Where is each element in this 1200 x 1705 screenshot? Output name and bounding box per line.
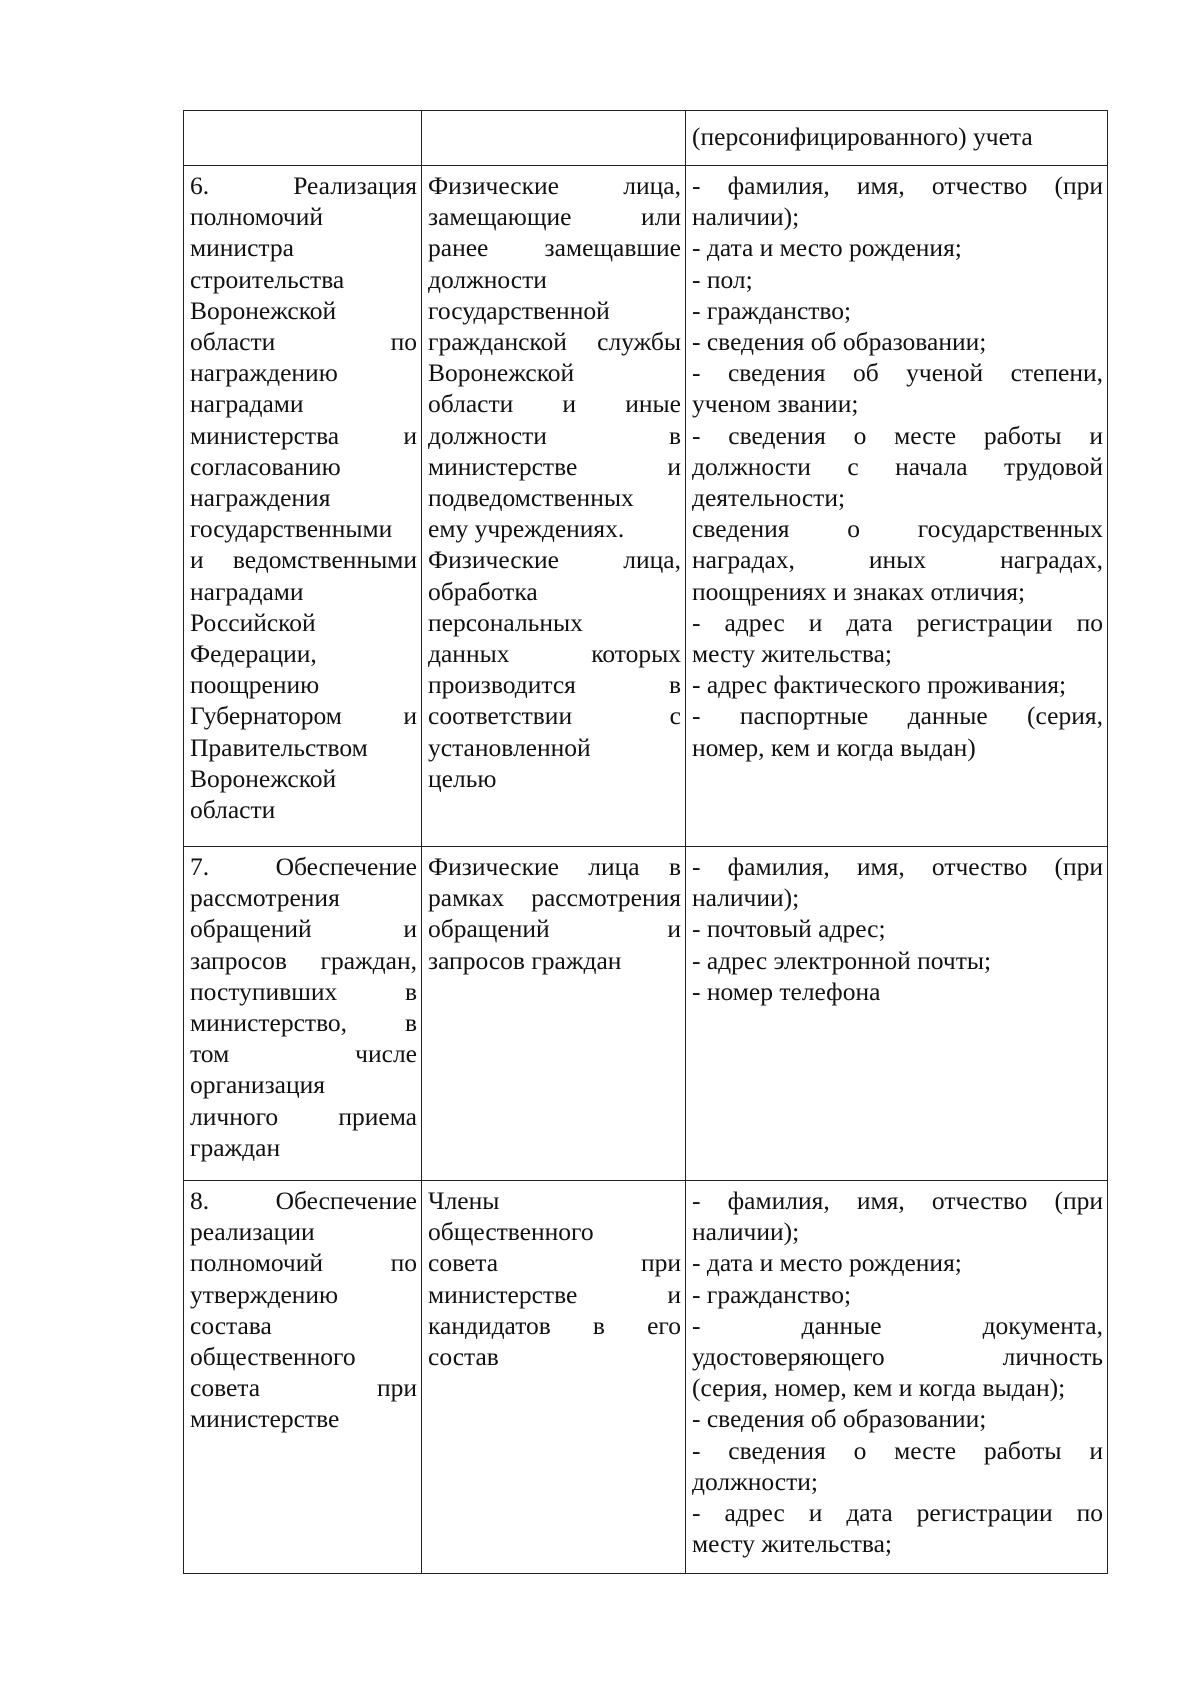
cell-line: 6. Реализация: [190, 171, 417, 200]
cell-data: [686, 847, 1108, 1181]
cell-line: замещающие или: [428, 202, 681, 232]
cell-subjects: [422, 1181, 686, 1574]
cell-line: награждения: [190, 483, 331, 513]
table-row: [184, 847, 1108, 1181]
cell-data: [686, 166, 1108, 847]
cell-line: полномочий по: [190, 1248, 417, 1278]
cell-line: - адрес фактического проживания;: [692, 670, 1067, 700]
cell-line: общественного: [428, 1217, 594, 1247]
cell-line: 7. Обеспечение: [190, 852, 417, 881]
cell-subjects: [422, 166, 686, 847]
cell-line: личного приема: [190, 1101, 417, 1131]
cell-line: месту жительства;: [692, 1529, 892, 1559]
cell-line: области по: [190, 327, 417, 357]
cell-line: том числе: [190, 1039, 417, 1069]
cell-line: согласованию: [190, 451, 341, 481]
cell-line: рассмотрения: [190, 883, 340, 913]
cell-line: запросов граждан,: [190, 945, 417, 975]
table-row: [184, 1181, 1108, 1574]
cell-subjects: [422, 111, 686, 166]
cell-line: - фамилия, имя, отчество (при: [692, 171, 1103, 200]
cell-line: поощрению: [190, 670, 320, 700]
cell-subjects: [422, 847, 686, 1181]
cell-line: состава: [190, 1310, 272, 1340]
cell-line: организация: [190, 1070, 325, 1100]
cell-line: - сведения о месте работы и: [692, 420, 1103, 450]
cell-line: номер, кем и когда выдан): [692, 732, 976, 762]
cell-line: - почтовый адрес;: [692, 914, 886, 944]
cell-line: - гражданство;: [692, 1279, 852, 1309]
cell-line: области и иные: [428, 389, 681, 419]
cell-line: наличии);: [692, 1217, 800, 1247]
cell-line: министерстве: [190, 1404, 340, 1434]
cell-line: Физические лица,: [428, 171, 681, 200]
cell-line: - адрес электронной почты;: [692, 945, 992, 975]
cell-line: граждан: [190, 1132, 281, 1162]
personal-data-table: [183, 110, 1108, 1574]
cell-line: обращений и: [428, 914, 681, 944]
cell-line: - гражданство;: [692, 295, 852, 325]
cell-line: должности: [428, 264, 547, 294]
cell-line: Российской: [190, 607, 316, 637]
cell-line: подведомственных: [428, 483, 634, 513]
cell-line: установленной: [428, 732, 591, 762]
cell-line: - адрес и дата регистрации по: [692, 607, 1103, 637]
cell-line: - сведения об ученой степени,: [692, 358, 1103, 388]
cell-line: производится в: [428, 670, 681, 700]
cell-line: реализации: [190, 1217, 315, 1247]
cell-line: Физические лица,: [428, 545, 681, 575]
cell-line: обращений и: [190, 914, 417, 944]
cell-line: деятельности;: [692, 483, 846, 513]
cell-line: - пол;: [692, 264, 753, 294]
cell-line: ему учреждениях.: [428, 514, 625, 544]
cell-line: поощрениях и знаках отличия;: [692, 576, 1026, 606]
cell-line: Губернатором и: [190, 701, 417, 731]
cell-purpose: [184, 166, 422, 847]
cell-line: Члены: [428, 1186, 500, 1215]
cell-line: утверждению: [190, 1279, 339, 1309]
cell-line: данных которых: [428, 639, 681, 669]
cell-line: целью: [428, 763, 497, 793]
cell-line: рамках рассмотрения: [428, 883, 681, 913]
cell-line: - сведения о месте работы и: [692, 1435, 1103, 1465]
cell-line: полномочий: [190, 202, 324, 232]
cell-line: Воронежской: [428, 358, 575, 388]
cell-line: наградах, иных наградах,: [692, 545, 1103, 575]
cell-line: - фамилия, имя, отчество (при: [692, 1186, 1103, 1215]
table-row: [184, 166, 1108, 847]
cell-line: Физические лица в: [428, 852, 681, 881]
cell-line: ученом звании;: [692, 389, 859, 419]
cell-line: общественного: [190, 1342, 356, 1372]
cell-line: Воронежской: [190, 763, 337, 793]
cell-purpose: [184, 1181, 422, 1574]
cell-line: министерство, в: [190, 1008, 417, 1038]
cell-line: министерстве и: [428, 451, 681, 481]
cell-line: награждению: [190, 358, 338, 388]
cell-line: государственной: [428, 295, 610, 325]
cell-line: - фамилия, имя, отчество (при: [692, 852, 1103, 881]
cell-line: обработка: [428, 576, 538, 606]
cell-line: должности с начала трудовой: [692, 451, 1103, 481]
cell-line: наградами: [190, 389, 304, 419]
cell-line: - сведения об образовании;: [692, 327, 987, 357]
cell-line: сведения о государственных: [692, 514, 1103, 544]
cell-line: министра: [190, 233, 294, 263]
cell-purpose: [184, 111, 422, 166]
cell-line: 8. Обеспечение: [190, 1186, 417, 1215]
cell-line: - дата и место рождения;: [692, 233, 962, 263]
cell-line: области: [190, 795, 276, 825]
cell-line: кандидатов в его: [428, 1310, 681, 1340]
cell-line: министерстве и: [428, 1279, 681, 1309]
cell-line: - номер телефона: [692, 976, 881, 1006]
cell-line: совета при: [190, 1373, 417, 1403]
cell-line: строительства: [190, 264, 345, 294]
cell-line: наличии);: [692, 883, 800, 913]
cell-line: (серия, номер, кем и когда выдан);: [692, 1373, 1066, 1403]
cell-line: запросов граждан: [428, 945, 622, 975]
cell-line: соответствии с: [428, 701, 681, 731]
cell-purpose: [184, 847, 422, 1181]
cell-line: удостоверяющего личность: [692, 1342, 1103, 1372]
cell-line: - паспортные данные (серия,: [692, 701, 1103, 731]
cell-line: совета при: [428, 1248, 681, 1278]
cell-line: поступивших в: [190, 976, 417, 1006]
cell-line: министерства и: [190, 420, 417, 450]
cell-line: - сведения об образовании;: [692, 1404, 987, 1434]
cell-line: состав: [428, 1342, 499, 1372]
cell-line: должности;: [692, 1466, 818, 1496]
table-row-continuation: [184, 111, 1108, 166]
cell-line: Правительством: [190, 732, 368, 762]
cell-line: Федерации,: [190, 639, 317, 669]
cell-line: ранее замещавшие: [428, 233, 681, 263]
cell-line: наградами: [190, 576, 304, 606]
cell-data: (персонифицированного) учета: [686, 111, 1108, 166]
cell-line: персональных: [428, 607, 583, 637]
cell-line: - данные документа,: [692, 1310, 1103, 1340]
cell-line: месту жительства;: [692, 639, 892, 669]
cell-data: [686, 1181, 1108, 1574]
cell-line: гражданской службы: [428, 327, 681, 357]
cell-line: - адрес и дата регистрации по: [692, 1498, 1103, 1528]
cell-line: - дата и место рождения;: [692, 1248, 962, 1278]
cell-line: и ведомственными: [190, 545, 417, 575]
cell-line: должности в: [428, 420, 681, 450]
cell-line: Воронежской: [190, 295, 337, 325]
cell-line: государственными: [190, 514, 393, 544]
cell-line: наличии);: [692, 202, 800, 232]
